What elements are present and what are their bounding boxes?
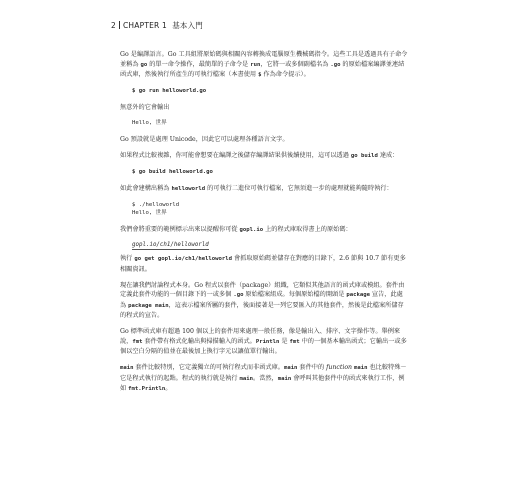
- header-divider: [119, 21, 120, 29]
- code-go-run: $ go run helloworld.go: [132, 88, 207, 94]
- chapter-title: 基本入門: [172, 21, 203, 30]
- chapter-label: CHAPTER 1: [122, 21, 168, 30]
- page-body: [120, 50, 408, 401]
- code-go-build: $ go build helloworld.go: [132, 169, 213, 175]
- paragraph-build: 如果程式比較複雜，你可能會想要在編譯之後儲存編譯結果供後續使用，這可以透過 go build 達成：: [120, 152, 399, 159]
- running-header: [111, 20, 203, 31]
- paragraph-examples: 我們會將重要的範例標示出來以提醒你可從 gopl.io 上的程式庫取得書上的原始碼：: [120, 226, 352, 233]
- page-number: 2: [111, 21, 116, 30]
- paragraph-binary: 如此會建構出稱為 helloworld 的可執行二進位可執行檔案，它無須進一步的處理就能夠隨時執行：: [120, 185, 393, 192]
- code-output-hello: Hello, 世界: [132, 120, 167, 126]
- paragraph-compile: Go 是編譯語言。Go 工具組將原始碼與相關內容轉換成電腦原生機械碼指令。這些工具是透過具有子命令並稱為 go 的單一命令操作，最簡單的子命令是 run，它將一或多個副檔名為 .go 的原始檔案編譯並連結函式庫，然後執行所產生的可執行檔案（本書使用 $ 作為命令提示）。: [120, 51, 408, 78]
- paragraph-unicode: Go 預設就是處理 Unicode，因此它可以處理各種語言文字。: [120, 136, 289, 143]
- paragraph-go-get: 執行 go get gopl.io/ch1/helloworld 會抓取原始碼並儲存在對應的目錄下，2.6 節與 10.7 節有更多相關資訊。: [120, 255, 406, 273]
- paragraph-main-package: main 套件比較特別，它定義獨立的可執行程式而非函式庫。main 套件中的 function main 也比較特殊－它是程式執行的起點。程式的執行就是執行 main。當然，main 會呼叫其他套件中的函式來執行工作，例如 fmt.Println。: [120, 364, 407, 392]
- paragraph-stdlib: Go 標準函式庫有超過 100 個以上的套件用來處理一般任務，像是輸出入、排序、文字操作等。舉例來說，fmt 套件帶有格式化輸出與掃描輸入的函式。Println 是 fmt 中的一個基本輸出函式；它輸出一或多個以空白分隔的值並在最後加上換行字元以讓值單行輸出。: [120, 328, 407, 355]
- paragraph-packages: 現在讓我們討論程式本身。Go 程式以套件（package）組織，它類似其他語言的函式庫或模組。套件由定義此套件功能的一個目錄下的一或多個 .go 原始檔案組成。每個原始檔的開頭是 package 宣告，此處為 package main，這表示檔案所屬的套件，後面接著是一列它要匯入的其他套件，然後是此檔案所儲存的程式的宣告。: [120, 281, 405, 319]
- code-run-binary: $ ./helloworld Hello, 世界: [132, 202, 180, 216]
- paragraph-output: 無意外的它會輸出: [120, 104, 170, 111]
- example-url: gopl.io/ch1/helloworld: [132, 242, 209, 248]
